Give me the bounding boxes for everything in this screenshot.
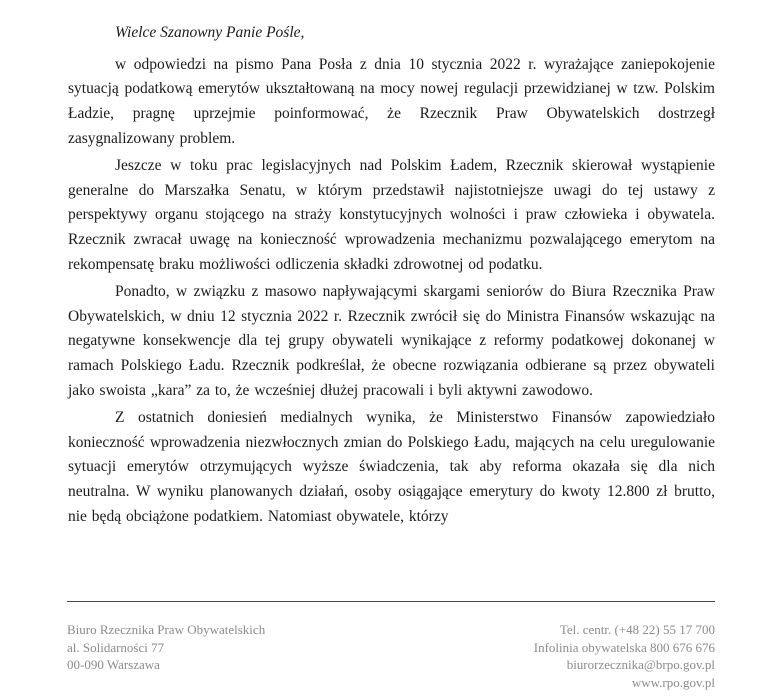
letter-paragraph-3: Ponadto, w związku z masowo napływającymi skargami seniorów do Biura Rzecznika Praw Obywatelskich, w dniu 12 stycznia 2022 r. Rzecznik zwrócił się do Ministra Finansów wskazując na negatywne konsekwencje dla tej grupy obywateli wynikające z reformy podatkowej dokonanej w ramach Polskiego Ładu. Rzecznik podkreślał, że obecne rozwiązania odbierane są przez obywateli jako swoista „kara” za to, że wcześniej dłużej pracowali i byli aktywni zawodowo. [68, 283, 715, 399]
footer-website: www.rpo.gov.pl [631, 674, 715, 690]
footer-street: al. Solidarności 77 [67, 639, 165, 655]
salutation: Wielce Szanowny Panie Pośle, [115, 24, 305, 41]
letter-paragraph-2: Jeszcze w toku prac legislacyjnych nad Polskim Ładem, Rzecznik skierował wystąpienie generalne do Marszałka Senatu, w którym przedstawił najistotniejsze uwagi do tej ustawy z perspektywy organu stojącego na straży konstytucyjnych wolności i praw człowieka i obywatela. Rzecznik zwracał uwagę na konieczność wprowadzenia mechanizmu pozwalającego emerytom na rekompensatę braku możliwości odliczenia składki zdrowotnej od podatku. [68, 157, 715, 273]
footer-contact-block [534, 621, 715, 691]
footer-city: 00-090 Warszawa [67, 657, 160, 673]
letter-body [68, 21, 715, 532]
footer-address-block [67, 621, 265, 691]
letter-paragraph-4: Z ostatnich doniesień medialnych wynika, że Ministerstwo Finansów zapowiedziało konieczność wprowadzenia niezwłocznych zmian do Polskiego Ładu, mających na celu uregulowanie sytuacji emerytów otrzymujących wyższe świadczenia, tak aby reforma okazała się dla nich neutralna. W wyniku planowanych działań, osoby osiągające emerytury do kwoty 12.800 zł brutto, nie będą obciążone podatkiem. Natomiast obywatele, którzy [68, 409, 715, 525]
footer-columns [67, 621, 715, 691]
letter-paragraph-1: w odpowiedzi na pismo Pana Posła z dnia 10 stycznia 2022 r. wyrażające zaniepokojenie sytuacją podatkową emerytów ukształtowaną na mocy nowej regulacji przewidzianej w tzw. Polskim Ładzie, pragnę uprzejmie poinformować, że Rzecznik Praw Obywatelskich dostrzegł zasygnalizowany problem. [68, 55, 715, 147]
footer-office-name: Biuro Rzecznika Praw Obywatelskich [67, 622, 266, 637]
footer-phone: Tel. centr. (+48 22) 55 17 700 [559, 622, 715, 637]
letter-footer [67, 601, 715, 691]
footer-helpline: Infolinia obywatelska 800 676 676 [533, 639, 715, 655]
footer-email: biurorzecznika@brpo.gov.pl [566, 657, 715, 673]
footer-divider [67, 601, 715, 602]
